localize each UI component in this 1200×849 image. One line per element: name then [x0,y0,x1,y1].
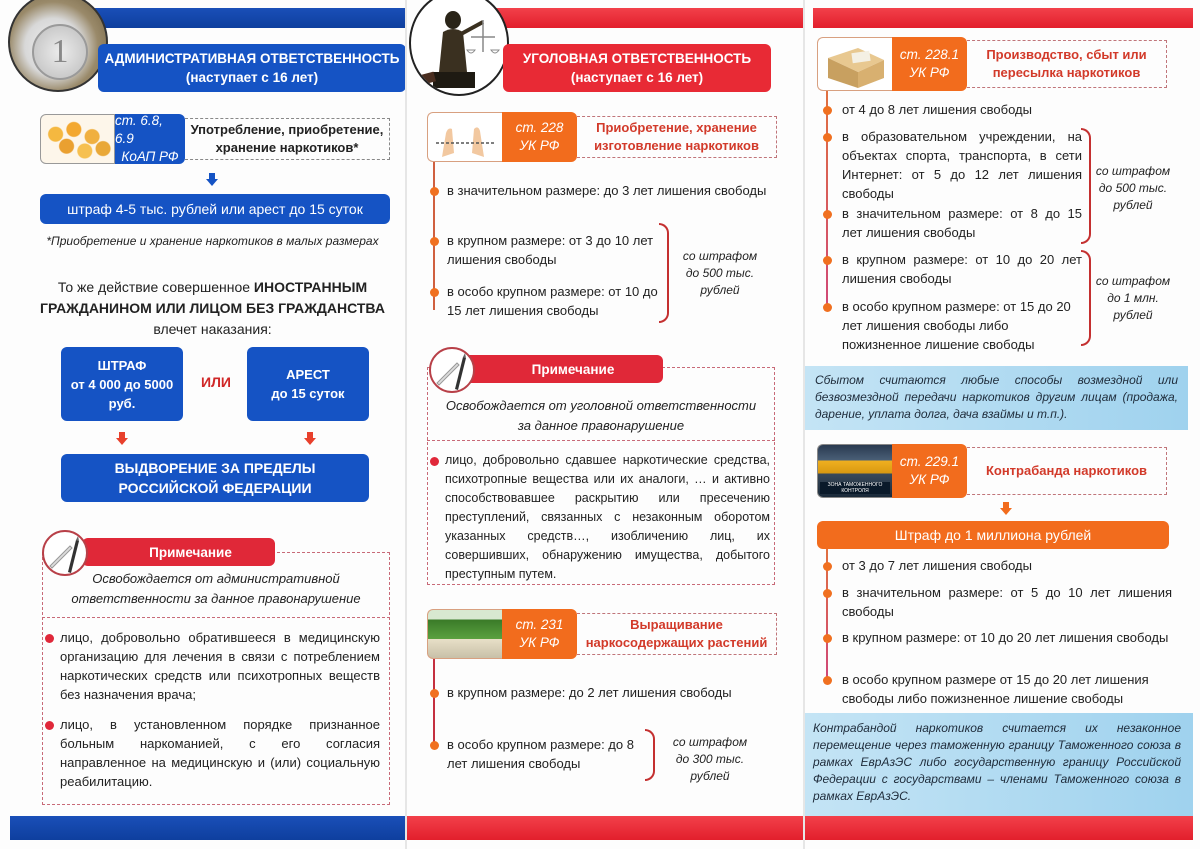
fine-line1: со штрафом [1095,164,1171,178]
article-description [185,118,390,160]
bracket [659,223,669,323]
top-band-blue [90,8,405,28]
article-228-box [427,112,777,162]
smuggling-definition-text: Контрабандой наркотиков считается их незаконное перемещение через таможенную границу Таможенного союза в рамках ЕврАзЭС либо государственную границу Российской Федерации с государствами – членами Таможенного союза в рамках ЕврАзЭС. [813,721,1181,803]
bullet-dot [823,210,832,219]
article-231-box [427,609,777,659]
note-sub-line2: за данное правонарушение [517,418,685,433]
admin-header [98,44,406,92]
fine-line3: рублей [1113,308,1153,322]
foreign-line1: То же действие совершенное [57,279,254,295]
article-code-line2: УК РФ [909,472,950,487]
arrow-down-icon [304,432,316,446]
bracket [645,729,655,781]
smuggling-penalty-text: Штраф до 1 миллиона рублей [894,527,1092,543]
customs-zone-caption: ЗОНА ТАМОЖЕННОГО КОНТРОЛЯ [820,482,890,494]
production-panel [805,0,1200,849]
bracket [1081,250,1091,346]
fine-box [61,347,183,421]
article-code-line1: ст. 231 [515,617,564,632]
art228-item-text: в особо крупном размере: от 10 до 15 лет лишения свободы [447,284,658,318]
admin-note-subtitle [44,569,388,609]
ruble-coin-image [8,0,108,92]
art231-item [447,683,777,702]
art228-item-text: в значительном размере: до 3 лет лишения свободы [447,183,767,198]
art2281-item-text: в значительном размере: от 8 до 15 лет лишения свободы [842,206,1082,240]
article-code [502,609,577,659]
article-code-line1: ст. 229.1 [899,454,960,469]
article-desc-line1: Употребление, приобретение, [190,122,384,137]
fine-line1: со штрафом [672,735,748,749]
criminal-note-subtitle [427,396,775,436]
admin-note-tab [82,538,275,566]
note-sub-line2: ответственности за данное правонарушение [71,591,361,606]
article-code [892,37,967,91]
admin-header-title: АДМИНИСТРАТИВНАЯ ОТВЕТСТВЕННОСТЬ [104,51,400,66]
fine-line2: до 1 млн. [1107,291,1159,305]
foreign-line1-bold: ИНОСТРАННЫМ [253,279,368,295]
article-228-1-box [817,37,1167,91]
fine-box-line3: руб. [108,395,136,411]
bullet-dot [823,256,832,265]
article-desc-line1: Производство, сбыт или [986,47,1147,62]
article-desc-line2: изготовление наркотиков [594,138,759,153]
bullet-dot [823,133,832,142]
sale-definition-text: Сбытом считаются любые способы возмездной или безвозмездной передачи наркотиков другим лицам (продажа, дарение, уплата долга, дача взаймы и т.п.). [815,373,1178,421]
article-code-line2: УК РФ [519,138,560,153]
deport-line1: ВЫДВОРЕНИЕ ЗА ПРЕДЕЛЫ [114,460,316,476]
footnote-text: *Приобретение и хранение наркотиков в малых размерах [46,234,379,248]
art2281-item [842,204,1082,242]
bracket [1081,128,1091,244]
bullet-dot [430,288,439,297]
criminal-header-title: УГОЛОВНАЯ ОТВЕТСТВЕННОСТЬ [522,51,752,66]
coin-icon: 1 [32,24,88,80]
art2291-item [842,556,1172,575]
note-title: Примечание [531,361,615,377]
bullet-dot [430,741,439,750]
article-desc-line1: Контрабанда наркотиков [985,463,1148,478]
bullet-dot [430,689,439,698]
foreign-citizen-text [20,277,405,340]
article-desc-line2: пересылка наркотиков [992,65,1141,80]
criminal-panel [407,0,803,849]
criminal-note-tab [463,355,663,383]
article-code-line1: ст. 6.8, 6.9 [115,113,163,146]
top-band-red [813,8,1193,28]
admin-note-item [60,628,380,704]
article-desc-line2: хранение наркотиков* [215,140,359,155]
fine-line3: рублей [1113,198,1153,212]
top-band-red [487,8,803,28]
art2291-item [842,583,1172,621]
criminal-header-sub: (наступает с 16 лет) [570,70,704,85]
fine-line3: рублей [700,283,740,297]
note-divider [427,440,775,441]
arrow-down-icon [206,173,218,187]
article-description [967,447,1167,495]
article-description [577,613,777,655]
bullet-dot [823,634,832,643]
bullet-dot [430,457,439,466]
art231-item [447,735,647,773]
art2291-item [842,628,1172,647]
art231-item-text: в крупном размере: до 2 лет лишения свободы [447,685,732,700]
criminal-header [503,44,771,92]
arrow-down-icon [1000,502,1012,516]
art2291-item-text: в крупном размере: от 10 до 20 лет лишения свободы [842,630,1169,645]
themis-statue-image [409,0,509,96]
article-desc-line1: Выращивание [630,617,723,632]
article-code-line2: КоАП РФ [121,149,179,164]
art228-item [447,181,777,200]
bullet-dot [823,562,832,571]
timeline-line [826,91,828,309]
art2291-item-text: в значительном размере: от 5 до 10 лет лишения свободы [842,585,1172,619]
criminal-note-item-text: лицо, добровольно сдавшее наркотические средства, психотропные вещества или их аналоги, … и активно способствовавшее раскрытию или пресечению преступлений, связанных с незаконным оборотом указанных средств…, изобличению лиц, их совершивших, обнаружению имущества, добытого преступным путем. [445,453,770,581]
art2281-item [842,127,1082,203]
article-desc-line1: Приобретение, хранение [596,120,757,135]
parcel-box-image [817,37,892,91]
customs-zone-image [817,444,892,498]
smuggling-definition [805,713,1193,816]
note-title: Примечание [149,544,232,560]
bullet-dot [823,676,832,685]
note-divider [42,617,390,618]
admin-note-item [60,715,380,791]
bottom-band-red [805,816,1193,840]
article-koap-box [40,114,390,164]
art2291-item-text: в особо крупном размере от 15 до 20 лет лишения свободы либо пожизненное лишение свободы [842,672,1149,706]
art231-item-text: в особо крупном размере: до 8 лет лишения свободы [447,737,634,771]
bullet-dot [45,721,54,730]
art228-item-text: в крупном размере: от 3 до 10 лет лишения свободы [447,233,654,267]
art2281-item-text: от 4 до 8 лет лишения свободы [842,102,1032,117]
art2281-fine-note-1 [1091,163,1175,214]
admin-note-item-text: лицо, добровольно обратившееся в медицинскую организацию для лечения в связи с потреблением наркотических средств или психотропных веществ без назначения врача; [60,630,380,702]
article-code [892,444,967,498]
article-code-line2: УК РФ [909,65,950,80]
arrest-box-line2: до 15 суток [271,386,345,401]
or-label: ИЛИ [201,374,231,390]
art2291-item [842,670,1177,708]
arrest-box [247,347,369,421]
bottom-band-blue [10,816,405,840]
bullet-dot [823,303,832,312]
art2281-item-text: в образовательном учреждении, на объектах спорта, транспорта, в сети Интернет: от 5 до 12 лет лишения свободы [842,129,1082,201]
admin-note-item-text: лицо, в установленном порядке признанное больным наркоманией, с его согласия направленное на медицинскую и (или) социальную реабилитацию. [60,717,380,789]
art2281-item-text: в крупном размере: от 10 до 20 лет лишения свободы [842,252,1082,286]
art2281-fine-note-2 [1091,273,1175,324]
fine-line2: до 500 тыс. [1098,181,1168,195]
fine-line2: до 500 тыс. [685,266,755,280]
fine-box-line1: ШТРАФ [97,357,147,373]
timeline-line [433,659,435,747]
sale-definition [805,366,1188,430]
article-code-line1: ст. 228.1 [899,47,960,62]
art228-item [447,231,662,269]
fine-line2: до 300 тыс. [675,752,745,766]
foreign-line3: влечет наказания: [153,321,272,337]
arrest-box-line1: АРЕСТ [286,367,330,382]
article-description [577,116,777,158]
bullet-dot [430,237,439,246]
fine-line1: со штрафом [1095,274,1171,288]
art231-fine-note [665,734,755,785]
article-desc-line2: наркосодержащих растений [585,635,768,650]
pills-image [40,114,115,164]
art2291-item-text: от 3 до 7 лет лишения свободы [842,558,1032,573]
handcuffed-hands-image [427,112,502,162]
art2281-item [842,297,1082,354]
art2281-item [842,100,1082,119]
scales-of-justice-icon [411,0,509,96]
grass-planter-image [427,609,502,659]
smuggling-penalty [817,521,1169,549]
bullet-dot [823,106,832,115]
note-sub-line1: Освобождается от административной [92,571,340,586]
article-description [967,40,1167,88]
pen-icon [429,347,475,393]
art228-item [447,282,662,320]
article-code-line2: УК РФ [519,635,560,650]
deport-line2: РОССИЙСКОЙ ФЕДЕРАЦИИ [118,480,312,496]
admin-panel [0,0,405,849]
bullet-dot [45,634,54,643]
article-code [502,112,577,162]
admin-penalty-text: штраф 4-5 тыс. рублей или арест до 15 суток [67,201,363,217]
admin-footnote [20,233,405,250]
art2281-item [842,250,1082,288]
article-229-1-box [817,444,1167,498]
article-code-line1: ст. 228 [515,120,564,135]
bullet-dot [430,187,439,196]
art2281-item-text: в особо крупном размере: от 15 до 20 лет лишения свободы либо пожизненное лишение свободы [842,299,1071,352]
article-code [115,114,185,164]
arrow-down-icon [116,432,128,446]
criminal-note-item [445,451,770,584]
art228-fine-note [675,248,765,299]
admin-header-sub: (наступает с 16 лет) [185,70,319,85]
admin-penalty [40,194,390,224]
foreign-line2: ГРАЖДАНИНОМ ИЛИ ЛИЦОМ БЕЗ ГРАЖДАНСТВА [40,300,385,316]
fine-line3: рублей [690,769,730,783]
bullet-dot [823,589,832,598]
bottom-band-red [407,816,803,840]
note-sub-line1: Освобождается от уголовной ответственности [445,398,757,413]
deportation-box [61,454,369,502]
fine-line1: со штрафом [682,249,758,263]
fine-box-line2: от 4 000 до 5000 [70,376,174,392]
